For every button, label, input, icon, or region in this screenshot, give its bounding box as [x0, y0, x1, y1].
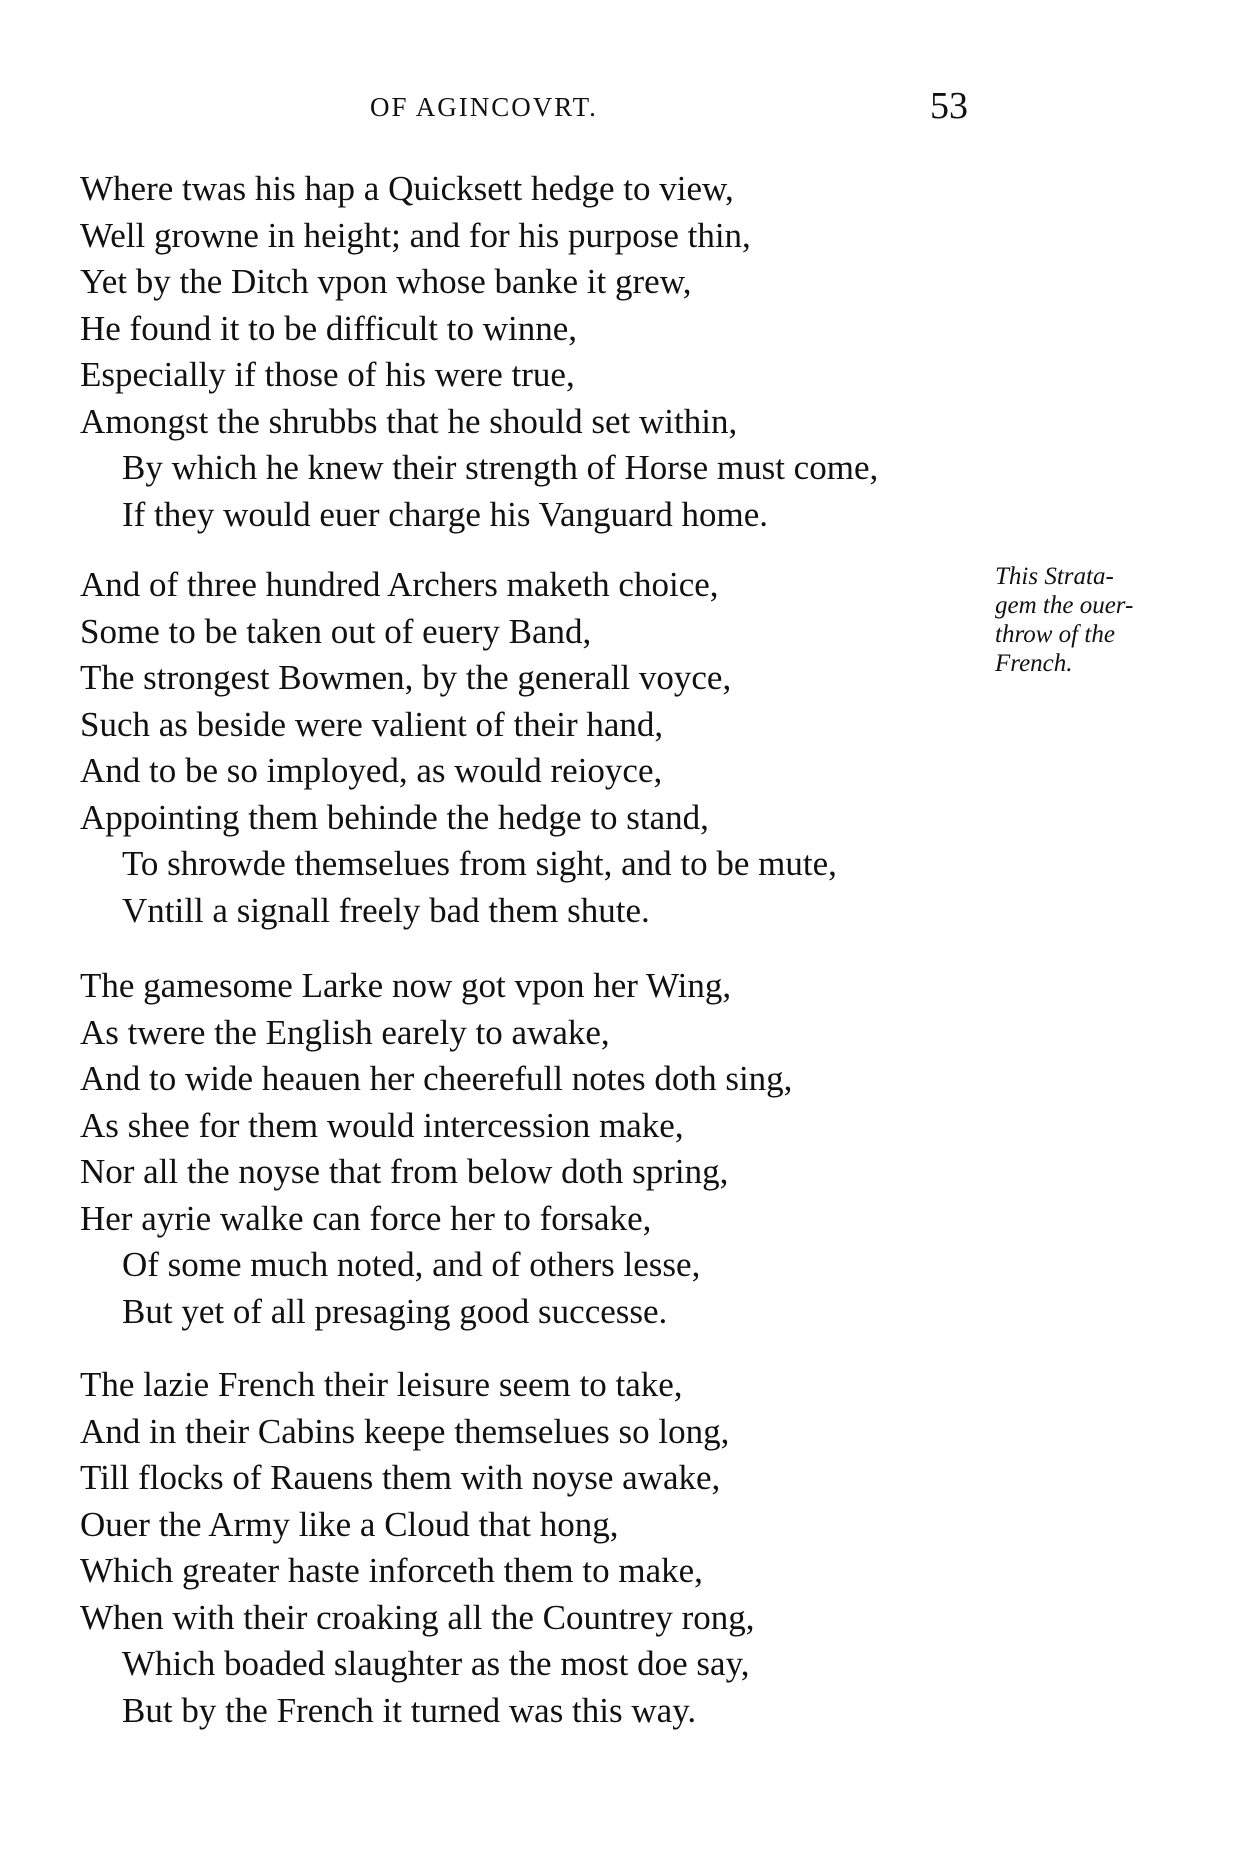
- verse-line: The lazie French their leisure seem to take,: [80, 1365, 683, 1404]
- verse-line-indented: Vntill a signall freely bad them shute.: [122, 890, 650, 930]
- margin-note-line: This Strata-: [995, 563, 1114, 590]
- verse-line: Especially if those of his were true,: [80, 355, 575, 394]
- verse-line: He found it to be difficult to winne,: [80, 308, 578, 348]
- verse-line-indented: Of some much noted, and of others lesse,: [122, 1245, 701, 1284]
- stanza-2: [80, 562, 980, 934]
- margin-note-line: French.: [995, 650, 1073, 677]
- verse-line: And of three hundred Archers maketh choice,: [80, 565, 719, 604]
- verse-line-indented: To shrowde themselues from sight, and to be mute,: [122, 844, 837, 883]
- page-number: 53: [930, 85, 968, 127]
- verse-line: As shee for them would intercession make,: [80, 1105, 684, 1145]
- margin-note-line: throw of the: [995, 621, 1115, 648]
- margin-note-line: gem the ouer-: [995, 592, 1134, 619]
- verse-line: Such as beside were valient of their hand,: [80, 704, 664, 744]
- stanza-4: [80, 1362, 980, 1734]
- verse-line: Amongst the shrubbs that he should set within,: [80, 401, 738, 441]
- margin-note: [995, 562, 1195, 678]
- running-title: OF AGINCOVRT.: [370, 92, 598, 122]
- verse-line: Which greater haste inforceth them to make,: [80, 1551, 703, 1590]
- stanza-3: [80, 963, 980, 1335]
- verse-line: When with their croaking all the Countrey rong,: [80, 1597, 755, 1637]
- verse-line: As twere the English earely to awake,: [80, 1012, 610, 1052]
- verse-line: The gamesome Larke now got vpon her Wing,: [80, 966, 732, 1005]
- verse-line: Yet by the Ditch vpon whose banke it grew,: [80, 262, 692, 301]
- stanza-1: [80, 166, 980, 538]
- verse-line: Where twas his hap a Quicksett hedge to view,: [80, 169, 734, 208]
- verse-line-indented: Which boaded slaughter as the most doe say,: [122, 1644, 750, 1683]
- verse-line: And in their Cabins keepe themselues so long,: [80, 1411, 730, 1451]
- verse-line: Ouer the Army like a Cloud that hong,: [80, 1504, 619, 1544]
- verse-line: Some to be taken out of euery Band,: [80, 611, 592, 651]
- verse-line: And to wide heauen her cheerefull notes doth sing,: [80, 1059, 793, 1098]
- verse-line: And to be so imployed, as would reioyce,: [80, 751, 663, 790]
- verse-line: Nor all the noyse that from below doth spring,: [80, 1152, 729, 1191]
- verse-line: Her ayrie walke can force her to forsake,: [80, 1198, 652, 1238]
- verse-line: Appointing them behinde the hedge to stand,: [80, 797, 709, 837]
- verse-line-indented: By which he knew their strength of Horse must come,: [122, 448, 879, 487]
- verse-line-indented: But yet of all presaging good successe.: [122, 1291, 668, 1331]
- verse-line: Till flocks of Rauens them with noyse awake,: [80, 1458, 721, 1497]
- verse-line: Well growne in height; and for his purpose thin,: [80, 215, 751, 255]
- verse-line: The strongest Bowmen, by the generall voyce,: [80, 658, 732, 697]
- verse-line-indented: But by the French it turned was this way.: [122, 1690, 697, 1730]
- verse-line-indented: If they would euer charge his Vanguard home.: [122, 494, 769, 534]
